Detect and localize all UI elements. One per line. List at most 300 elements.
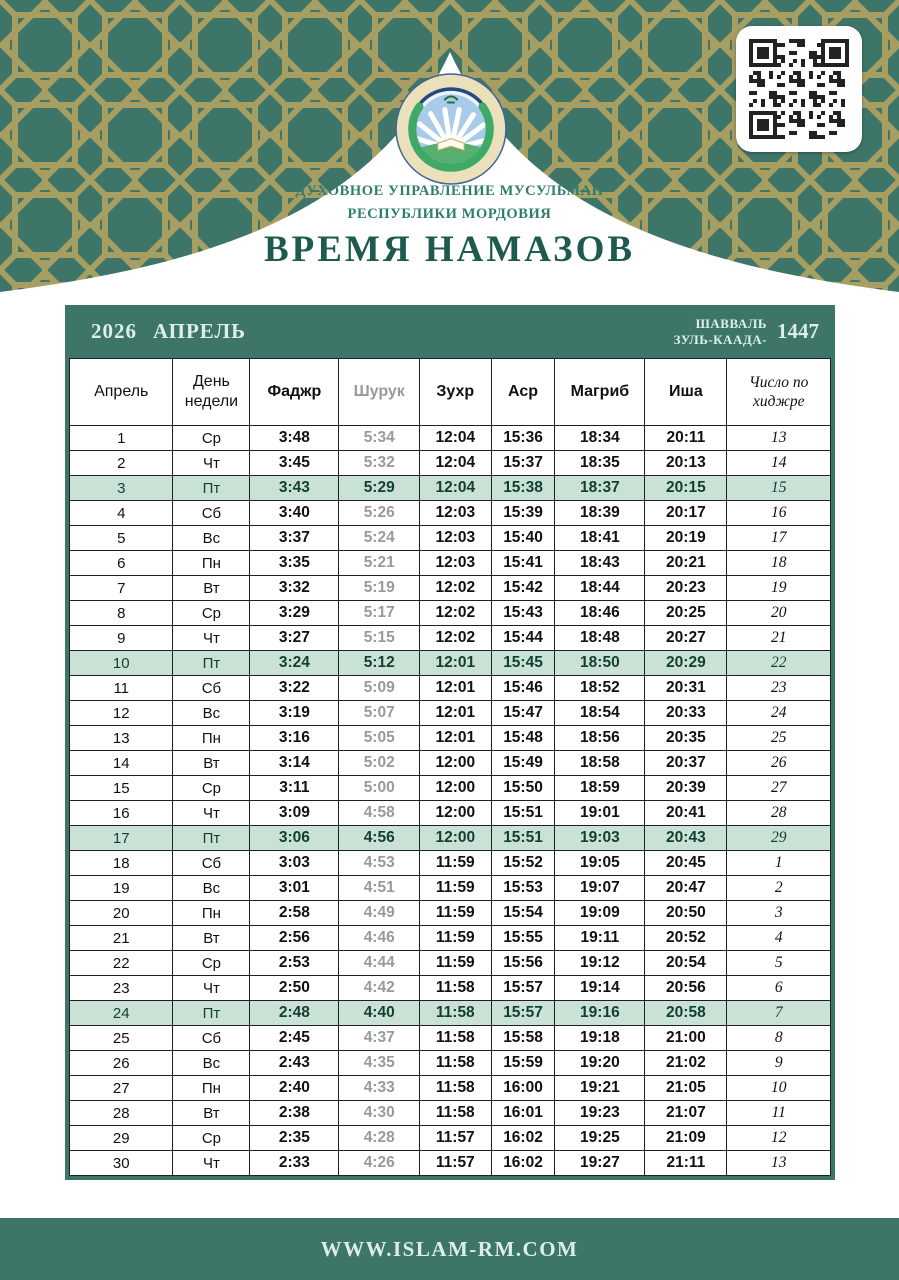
page-title: ВРЕМЯ НАМАЗОВ xyxy=(263,229,636,270)
table-cell: 10 xyxy=(70,651,173,676)
table-cell: 12:02 xyxy=(420,626,492,651)
website-url: WWW.ISLAM-RM.COM xyxy=(320,1236,579,1261)
table-row xyxy=(70,1151,831,1176)
table-cell: 5:29 xyxy=(339,476,420,501)
table-cell: 4:44 xyxy=(339,951,420,976)
table-cell: 15:57 xyxy=(491,976,555,1001)
table-row xyxy=(70,576,831,601)
table-row xyxy=(70,876,831,901)
table-cell: 18:43 xyxy=(555,551,645,576)
table-cell: 18 xyxy=(727,551,831,576)
table-cell: 15:59 xyxy=(491,1051,555,1076)
table-cell: 12:01 xyxy=(420,651,492,676)
table-cell: 18:59 xyxy=(555,776,645,801)
table-cell: 2 xyxy=(70,451,173,476)
table-cell: 22 xyxy=(70,951,173,976)
table-cell: 20:43 xyxy=(645,826,727,851)
table-cell: Ср xyxy=(173,601,250,626)
table-row xyxy=(70,651,831,676)
table-cell: 13 xyxy=(727,426,831,451)
table-cell: 20:27 xyxy=(645,626,727,651)
table-cell: 15:49 xyxy=(491,751,555,776)
table-cell: 23 xyxy=(70,976,173,1001)
table-cell: Сб xyxy=(173,676,250,701)
table-cell: 11:59 xyxy=(420,876,492,901)
org-name-line1: ДУХОВНОЕ УПРАВЛЕНИЕ МУСУЛЬМАН xyxy=(295,183,604,199)
table-cell: Пн xyxy=(173,901,250,926)
table-cell: 21 xyxy=(70,926,173,951)
table-cell: 15:46 xyxy=(491,676,555,701)
table-cell: 21:00 xyxy=(645,1026,727,1051)
table-cell: 8 xyxy=(727,1026,831,1051)
table-row xyxy=(70,901,831,926)
table-cell: 7 xyxy=(70,576,173,601)
table-cell: 5 xyxy=(727,951,831,976)
footer-bar xyxy=(0,1218,899,1280)
table-cell: 4:40 xyxy=(339,1001,420,1026)
table-cell: 2:48 xyxy=(250,1001,339,1026)
table-cell: 18:44 xyxy=(555,576,645,601)
table-cell: 21 xyxy=(727,626,831,651)
hijri-year: 1447 xyxy=(777,319,819,343)
table-cell: 15:51 xyxy=(491,826,555,851)
table-cell: Вт xyxy=(173,751,250,776)
table-row xyxy=(70,926,831,951)
table-cell: 24 xyxy=(70,1001,173,1026)
table-cell: 3:43 xyxy=(250,476,339,501)
header-banner xyxy=(0,0,899,300)
table-cell: 2:38 xyxy=(250,1101,339,1126)
table-cell: 27 xyxy=(727,776,831,801)
table-cell: 9 xyxy=(70,626,173,651)
table-cell: Вс xyxy=(173,876,250,901)
table-cell: 27 xyxy=(70,1076,173,1101)
table-cell: 20:23 xyxy=(645,576,727,601)
gregorian-month: АПРЕЛЬ xyxy=(153,319,247,343)
table-cell: 20:29 xyxy=(645,651,727,676)
table-cell: 1 xyxy=(727,851,831,876)
column-header: Шурук xyxy=(339,359,420,426)
table-cell: 15:43 xyxy=(491,601,555,626)
table-cell: 3:29 xyxy=(250,601,339,626)
table-cell: 29 xyxy=(70,1126,173,1151)
table-cell: 18:58 xyxy=(555,751,645,776)
qr-code xyxy=(736,26,862,152)
table-cell: 3:19 xyxy=(250,701,339,726)
table-cell: Вс xyxy=(173,526,250,551)
table-cell: Сб xyxy=(173,1026,250,1051)
table-cell: 18:56 xyxy=(555,726,645,751)
column-header: Апрель xyxy=(70,359,173,426)
table-cell: 12:03 xyxy=(420,501,492,526)
table-cell: 20:54 xyxy=(645,951,727,976)
column-header: Магриб xyxy=(555,359,645,426)
table-cell: 15:41 xyxy=(491,551,555,576)
table-cell: 19:07 xyxy=(555,876,645,901)
table-cell: 11:59 xyxy=(420,851,492,876)
table-cell: 11:58 xyxy=(420,976,492,1001)
table-cell: 12 xyxy=(727,1126,831,1151)
table-cell: Пн xyxy=(173,726,250,751)
table-cell: 12:01 xyxy=(420,726,492,751)
table-row xyxy=(70,751,831,776)
table-cell: 22 xyxy=(727,651,831,676)
table-cell: 12:01 xyxy=(420,701,492,726)
table-cell: 2:56 xyxy=(250,926,339,951)
table-cell: 12:00 xyxy=(420,776,492,801)
table-cell: 11:58 xyxy=(420,1026,492,1051)
table-cell: 20 xyxy=(70,901,173,926)
table-cell: 5:26 xyxy=(339,501,420,526)
table-cell: 21:05 xyxy=(645,1076,727,1101)
table-cell: 12:00 xyxy=(420,801,492,826)
table-cell: 5:32 xyxy=(339,451,420,476)
table-cell: 20:45 xyxy=(645,851,727,876)
table-cell: 5:21 xyxy=(339,551,420,576)
table-cell: 2:33 xyxy=(250,1151,339,1176)
table-cell: 18:48 xyxy=(555,626,645,651)
table-cell: 15:54 xyxy=(491,901,555,926)
prayer-times-table xyxy=(69,358,831,1176)
table-row xyxy=(70,1101,831,1126)
table-cell: Пт xyxy=(173,1001,250,1026)
table-cell: 14 xyxy=(70,751,173,776)
table-row xyxy=(70,676,831,701)
table-cell: Чт xyxy=(173,801,250,826)
table-cell: 15:45 xyxy=(491,651,555,676)
table-cell: 15:57 xyxy=(491,1001,555,1026)
column-header: Фаджр xyxy=(250,359,339,426)
table-cell: 6 xyxy=(727,976,831,1001)
table-cell: 2:40 xyxy=(250,1076,339,1101)
table-cell: 19 xyxy=(727,576,831,601)
table-cell: 19:01 xyxy=(555,801,645,826)
table-cell: 18 xyxy=(70,851,173,876)
table-cell: 19:12 xyxy=(555,951,645,976)
table-cell: 2:45 xyxy=(250,1026,339,1051)
table-cell: 23 xyxy=(727,676,831,701)
table-cell: 20:56 xyxy=(645,976,727,1001)
table-cell: 20:52 xyxy=(645,926,727,951)
table-cell: Чт xyxy=(173,451,250,476)
table-cell: 18:34 xyxy=(555,426,645,451)
table-cell: 30 xyxy=(70,1151,173,1176)
table-cell: 19:21 xyxy=(555,1076,645,1101)
table-cell: 29 xyxy=(727,826,831,851)
table-cell: 9 xyxy=(727,1051,831,1076)
table-cell: 20:37 xyxy=(645,751,727,776)
table-cell: 15:58 xyxy=(491,1026,555,1051)
table-cell: 12:00 xyxy=(420,826,492,851)
table-cell: 26 xyxy=(70,1051,173,1076)
table-cell: 12:03 xyxy=(420,526,492,551)
table-cell: 12:00 xyxy=(420,751,492,776)
table-cell: 20:19 xyxy=(645,526,727,551)
table-cell: 5:24 xyxy=(339,526,420,551)
table-cell: 21:09 xyxy=(645,1126,727,1151)
table-cell: 21:11 xyxy=(645,1151,727,1176)
table-row xyxy=(70,801,831,826)
table-cell: 19:05 xyxy=(555,851,645,876)
table-cell: 25 xyxy=(70,1026,173,1051)
table-cell: Вт xyxy=(173,926,250,951)
table-row xyxy=(70,551,831,576)
table-cell: 18:46 xyxy=(555,601,645,626)
table-cell: Сб xyxy=(173,851,250,876)
table-cell: 18:52 xyxy=(555,676,645,701)
table-cell: 15:37 xyxy=(491,451,555,476)
table-row xyxy=(70,1126,831,1151)
table-cell: 11:58 xyxy=(420,1076,492,1101)
table-cell: 15:39 xyxy=(491,501,555,526)
table-cell: 19:25 xyxy=(555,1126,645,1151)
month-band xyxy=(69,305,831,358)
table-cell: 3:45 xyxy=(250,451,339,476)
table-cell: 16:02 xyxy=(491,1151,555,1176)
hijri-month-1: ШАВВАЛЬ xyxy=(695,315,767,331)
table-row xyxy=(70,451,831,476)
table-cell: 19:11 xyxy=(555,926,645,951)
column-header: Аср xyxy=(491,359,555,426)
table-cell: 12 xyxy=(70,701,173,726)
table-cell: 21:07 xyxy=(645,1101,727,1126)
table-cell: 2 xyxy=(727,876,831,901)
org-name-line2: РЕСПУБЛИКИ МОРДОВИЯ xyxy=(347,206,552,222)
table-cell: 11 xyxy=(70,676,173,701)
table-cell: Пт xyxy=(173,476,250,501)
table-row xyxy=(70,626,831,651)
table-cell: 12:04 xyxy=(420,476,492,501)
table-cell: Ср xyxy=(173,426,250,451)
table-cell: 4:42 xyxy=(339,976,420,1001)
table-cell: Вт xyxy=(173,1101,250,1126)
table-row xyxy=(70,476,831,501)
table-cell: 15 xyxy=(70,776,173,801)
table-cell: 3:40 xyxy=(250,501,339,526)
table-cell: 12:02 xyxy=(420,576,492,601)
table-cell: 3:27 xyxy=(250,626,339,651)
table-cell: Пт xyxy=(173,651,250,676)
table-cell: 2:50 xyxy=(250,976,339,1001)
table-cell: 3:48 xyxy=(250,426,339,451)
table-cell: 16:01 xyxy=(491,1101,555,1126)
hijri-date-label xyxy=(674,316,831,348)
table-row xyxy=(70,601,831,626)
table-cell: 2:43 xyxy=(250,1051,339,1076)
table-cell: Чт xyxy=(173,976,250,1001)
table-cell: 5:17 xyxy=(339,601,420,626)
table-cell: Ср xyxy=(173,776,250,801)
table-cell: 12:04 xyxy=(420,426,492,451)
table-header-row xyxy=(70,359,831,426)
table-cell: 5:00 xyxy=(339,776,420,801)
table-cell: 13 xyxy=(70,726,173,751)
table-cell: 20:31 xyxy=(645,676,727,701)
table-cell: 10 xyxy=(727,1076,831,1101)
table-cell: 16 xyxy=(727,501,831,526)
table-row xyxy=(70,1051,831,1076)
table-row xyxy=(70,826,831,851)
table-cell: 26 xyxy=(727,751,831,776)
table-cell: 2:53 xyxy=(250,951,339,976)
table-cell: 4:28 xyxy=(339,1126,420,1151)
table-cell: 24 xyxy=(727,701,831,726)
table-cell: 21:02 xyxy=(645,1051,727,1076)
table-cell: 4:53 xyxy=(339,851,420,876)
table-cell: Чт xyxy=(173,1151,250,1176)
table-cell: Чт xyxy=(173,626,250,651)
qr-code-pattern xyxy=(749,39,849,139)
table-cell: 5:07 xyxy=(339,701,420,726)
table-cell: 3:32 xyxy=(250,576,339,601)
table-cell: 15:52 xyxy=(491,851,555,876)
table-cell: 16:02 xyxy=(491,1126,555,1151)
table-cell: 4:56 xyxy=(339,826,420,851)
column-header: Зухр xyxy=(420,359,492,426)
table-row xyxy=(70,1076,831,1101)
table-cell: 11:57 xyxy=(420,1151,492,1176)
table-cell: 14 xyxy=(727,451,831,476)
table-cell: 18:37 xyxy=(555,476,645,501)
table-cell: 20:58 xyxy=(645,1001,727,1026)
table-cell: 2:58 xyxy=(250,901,339,926)
table-cell: 19:20 xyxy=(555,1051,645,1076)
table-cell: 20:15 xyxy=(645,476,727,501)
table-cell: 20:11 xyxy=(645,426,727,451)
table-cell: 4 xyxy=(70,501,173,526)
table-cell: 18:41 xyxy=(555,526,645,551)
table-cell: 3:06 xyxy=(250,826,339,851)
table-cell: 5:02 xyxy=(339,751,420,776)
column-header: Иша xyxy=(645,359,727,426)
table-cell: Вт xyxy=(173,576,250,601)
table-cell: 19:09 xyxy=(555,901,645,926)
table-cell: 3:24 xyxy=(250,651,339,676)
table-cell: 18:39 xyxy=(555,501,645,526)
table-cell: 15:42 xyxy=(491,576,555,601)
table-cell: 15:55 xyxy=(491,926,555,951)
table-cell: 11:57 xyxy=(420,1126,492,1151)
table-row xyxy=(70,501,831,526)
organization-logo xyxy=(394,72,508,186)
table-cell: 20:47 xyxy=(645,876,727,901)
table-cell: Сб xyxy=(173,501,250,526)
table-cell: 17 xyxy=(70,826,173,851)
table-cell: 3 xyxy=(70,476,173,501)
gregorian-date-label xyxy=(69,319,246,344)
table-cell: 3:37 xyxy=(250,526,339,551)
table-cell: 4:58 xyxy=(339,801,420,826)
table-cell: 1 xyxy=(70,426,173,451)
table-cell: 19:18 xyxy=(555,1026,645,1051)
table-cell: 20:25 xyxy=(645,601,727,626)
table-cell: 15:44 xyxy=(491,626,555,651)
table-cell: 28 xyxy=(727,801,831,826)
table-cell: 17 xyxy=(727,526,831,551)
table-cell: 11:58 xyxy=(420,1051,492,1076)
table-cell: 3 xyxy=(727,901,831,926)
table-cell: Вс xyxy=(173,1051,250,1076)
table-cell: 15:38 xyxy=(491,476,555,501)
table-cell: Пт xyxy=(173,826,250,851)
table-cell: 20:39 xyxy=(645,776,727,801)
table-cell: 19:27 xyxy=(555,1151,645,1176)
table-cell: 15:48 xyxy=(491,726,555,751)
table-cell: 7 xyxy=(727,1001,831,1026)
hijri-month-2: ЗУЛЬ-КААДА- xyxy=(673,331,767,347)
table-cell: 8 xyxy=(70,601,173,626)
table-cell: 4:33 xyxy=(339,1076,420,1101)
table-row xyxy=(70,426,831,451)
table-cell: 20:41 xyxy=(645,801,727,826)
table-cell: 15:56 xyxy=(491,951,555,976)
table-row xyxy=(70,776,831,801)
table-cell: 5:15 xyxy=(339,626,420,651)
table-cell: 3:01 xyxy=(250,876,339,901)
table-cell: 15:40 xyxy=(491,526,555,551)
table-cell: Вс xyxy=(173,701,250,726)
table-cell: 25 xyxy=(727,726,831,751)
table-cell: 11:59 xyxy=(420,901,492,926)
column-header: День недели xyxy=(173,359,250,426)
table-cell: 20:21 xyxy=(645,551,727,576)
table-row xyxy=(70,1026,831,1051)
organization-name xyxy=(0,180,899,226)
table-cell: 12:02 xyxy=(420,601,492,626)
table-cell: 18:35 xyxy=(555,451,645,476)
table-cell: 11:59 xyxy=(420,926,492,951)
table-cell: 5:34 xyxy=(339,426,420,451)
table-cell: Пн xyxy=(173,1076,250,1101)
table-cell: 3:22 xyxy=(250,676,339,701)
table-cell: 3:35 xyxy=(250,551,339,576)
table-cell: 4:37 xyxy=(339,1026,420,1051)
table-cell: 28 xyxy=(70,1101,173,1126)
table-cell: 20:13 xyxy=(645,451,727,476)
table-row xyxy=(70,976,831,1001)
table-cell: 5:12 xyxy=(339,651,420,676)
table-cell: 3:11 xyxy=(250,776,339,801)
table-cell: 4 xyxy=(727,926,831,951)
table-cell: 3:03 xyxy=(250,851,339,876)
table-cell: 4:35 xyxy=(339,1051,420,1076)
table-cell: 19:23 xyxy=(555,1101,645,1126)
table-cell: 11:59 xyxy=(420,951,492,976)
table-cell: 11:58 xyxy=(420,1001,492,1026)
table-cell: 20:17 xyxy=(645,501,727,526)
table-cell: 16:00 xyxy=(491,1076,555,1101)
table-cell: 15:36 xyxy=(491,426,555,451)
table-cell: Пн xyxy=(173,551,250,576)
table-cell: 16 xyxy=(70,801,173,826)
table-cell: 3:16 xyxy=(250,726,339,751)
table-row xyxy=(70,851,831,876)
table-cell: 20 xyxy=(727,601,831,626)
table-cell: 5:09 xyxy=(339,676,420,701)
table-cell: 5:05 xyxy=(339,726,420,751)
table-cell: 15:47 xyxy=(491,701,555,726)
gregorian-year: 2026 xyxy=(91,319,137,343)
table-cell: 4:46 xyxy=(339,926,420,951)
table-cell: 15:51 xyxy=(491,801,555,826)
table-cell: 19:03 xyxy=(555,826,645,851)
schedule-section xyxy=(65,305,835,1180)
table-cell: 20:33 xyxy=(645,701,727,726)
table-row xyxy=(70,1001,831,1026)
table-cell: 6 xyxy=(70,551,173,576)
table-cell: 4:30 xyxy=(339,1101,420,1126)
table-cell: 5 xyxy=(70,526,173,551)
